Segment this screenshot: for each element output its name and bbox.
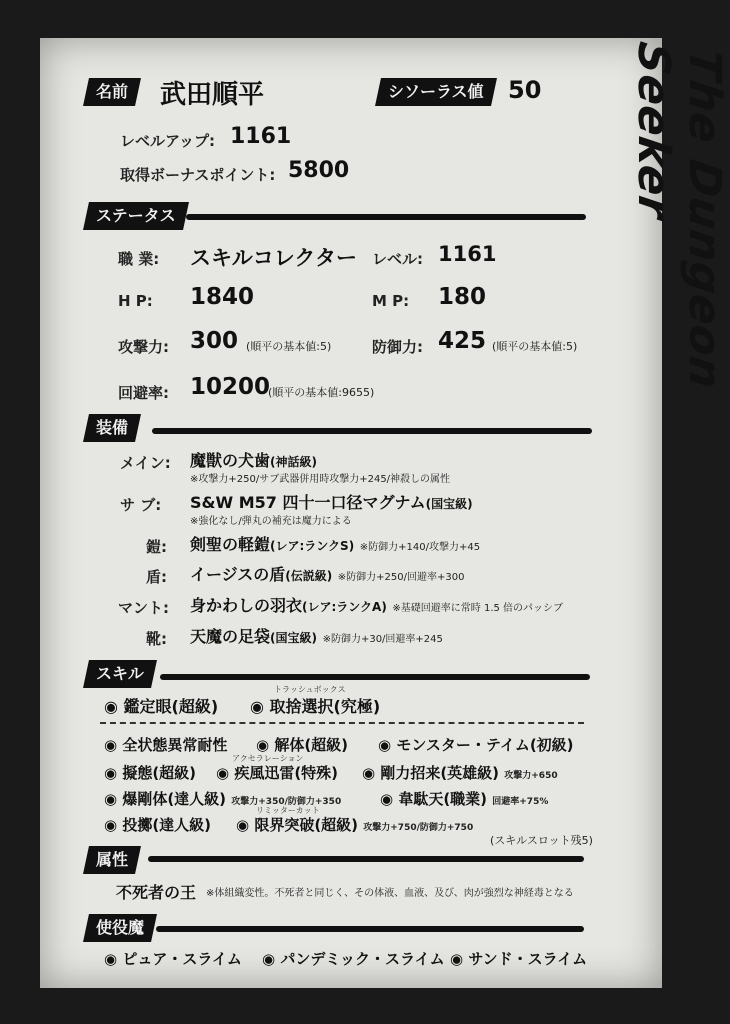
atk-note: (順平の基本値:5) bbox=[246, 340, 332, 353]
bonus-label: 取得ボーナスポイント: bbox=[120, 166, 276, 184]
eva-label: 回避率: bbox=[118, 384, 169, 402]
attribute-value: 不死者の王 bbox=[116, 883, 197, 902]
armor: 剣聖の軽鎧(レア:ランクS) ※防御力+140/攻撃力+45 bbox=[190, 535, 481, 554]
job-value: スキルコレクター bbox=[190, 246, 357, 270]
skill-dismantle: ◉ 解体(超級) bbox=[256, 736, 349, 754]
hp-value: 1840 bbox=[190, 284, 255, 310]
def-value: 425 bbox=[438, 328, 487, 354]
level-label: レベル: bbox=[372, 250, 423, 268]
skill-throw: ◉ 投擲(達人級) bbox=[104, 816, 212, 834]
main-weapon: 魔獣の犬歯(神話級) bbox=[190, 451, 317, 470]
skill-rule bbox=[160, 674, 590, 680]
atk-label: 攻撃力: bbox=[118, 338, 169, 356]
cloak-label: マント: bbox=[118, 599, 169, 617]
def-label: 防御力: bbox=[372, 338, 423, 356]
skill-trashbox: ◉ 取捨選択(究極) bbox=[250, 697, 381, 716]
skill-strength: ◉ 剛力招来(英雄級) 攻撃力+650 bbox=[362, 764, 558, 782]
eva-value: 10200 bbox=[190, 374, 271, 400]
eva-note: (順平の基本値:9655) bbox=[268, 386, 375, 399]
familiar-sand-slime: ◉ サンド・スライム bbox=[450, 950, 588, 968]
skill-tag: スキル bbox=[83, 660, 157, 688]
sub-note: ※強化なし/弾丸の補充は魔力による bbox=[190, 516, 352, 527]
job-label: 職 業: bbox=[118, 250, 160, 268]
skill-accel: ◉ 疾風迅雷(特殊) bbox=[216, 764, 339, 782]
armor-label: 鎧: bbox=[146, 538, 167, 556]
mp-label: M P: bbox=[372, 292, 410, 310]
sub-label: サ ブ: bbox=[120, 496, 162, 514]
skill-idaten: ◉ 韋駄天(職業) 回避率+75% bbox=[380, 790, 549, 808]
familiar-tag: 使役魔 bbox=[83, 914, 157, 942]
skill-trashbox-ruby: トラッシュボックス bbox=[274, 685, 346, 694]
attribute-tag: 属性 bbox=[83, 846, 141, 874]
attribute-note: ※体組織変性。不死者と同じく、その体液、血液、及び、肉が強烈な神経毒となる bbox=[206, 888, 574, 899]
skill-slots: (スキルスロット残5) bbox=[490, 834, 593, 847]
levelup-label: レベルアップ: bbox=[120, 132, 215, 150]
thesaurus-value: 50 bbox=[508, 76, 542, 104]
atk-value: 300 bbox=[190, 328, 239, 354]
status-rule bbox=[186, 214, 586, 220]
equip-tag: 装備 bbox=[83, 414, 141, 442]
main-label: メイン: bbox=[120, 454, 171, 472]
skill-tame: ◉ モンスター・テイム(初級) bbox=[378, 736, 574, 754]
side-title: The Dungeon Seeker bbox=[628, 38, 730, 393]
familiar-rule bbox=[156, 926, 584, 932]
def-note: (順平の基本値:5) bbox=[492, 340, 578, 353]
attribute-rule bbox=[148, 856, 584, 862]
skill-resist: ◉ 全状態異常耐性 bbox=[104, 736, 228, 754]
shield-label: 盾: bbox=[146, 568, 167, 586]
mp-value: 180 bbox=[438, 284, 487, 310]
familiar-pure-slime: ◉ ピュア・スライム bbox=[104, 950, 242, 968]
skill-accel-ruby: アクセラレーション bbox=[232, 754, 304, 763]
character-name: 武田順平 bbox=[160, 80, 265, 110]
equip-rule bbox=[152, 428, 592, 434]
boots-label: 靴: bbox=[146, 630, 167, 648]
sub-weapon: S&W M57 四十一口径マグナム(国宝級) bbox=[190, 493, 473, 512]
skill-divider bbox=[100, 722, 584, 724]
cloak: 身かわしの羽衣(レア:ランクA) ※基礎回避率に常時 1.5 倍のパッシブ bbox=[190, 596, 564, 615]
skill-appraisal: ◉ 鑑定眼(超級) bbox=[104, 697, 219, 716]
skill-body: ◉ 爆剛体(達人級) 攻撃力+350/防御力+350 bbox=[104, 790, 342, 808]
thesaurus-tag: シソーラス値 bbox=[375, 78, 496, 106]
status-tag: ステータス bbox=[83, 202, 189, 230]
skill-mimic: ◉ 擬態(超級) bbox=[104, 764, 197, 782]
bonus-value: 5800 bbox=[288, 158, 350, 183]
skill-limit-ruby: リミッターカット bbox=[256, 806, 320, 815]
boots: 天魔の足袋(国宝級) ※防御力+30/回避率+245 bbox=[190, 627, 443, 646]
levelup-value: 1161 bbox=[230, 124, 292, 149]
level-value: 1161 bbox=[438, 242, 497, 266]
hp-label: H P: bbox=[118, 292, 153, 310]
main-note: ※攻撃力+250/サブ武器併用時攻撃力+245/神殺しの属性 bbox=[190, 474, 451, 485]
familiar-pandemic-slime: ◉ パンデミック・スライム bbox=[262, 950, 445, 968]
skill-limit: ◉ 限界突破(超級) 攻撃力+750/防御力+750 bbox=[236, 816, 474, 834]
name-tag: 名前 bbox=[83, 78, 141, 106]
shield: イージスの盾(伝説級) ※防御力+250/回避率+300 bbox=[190, 565, 465, 584]
